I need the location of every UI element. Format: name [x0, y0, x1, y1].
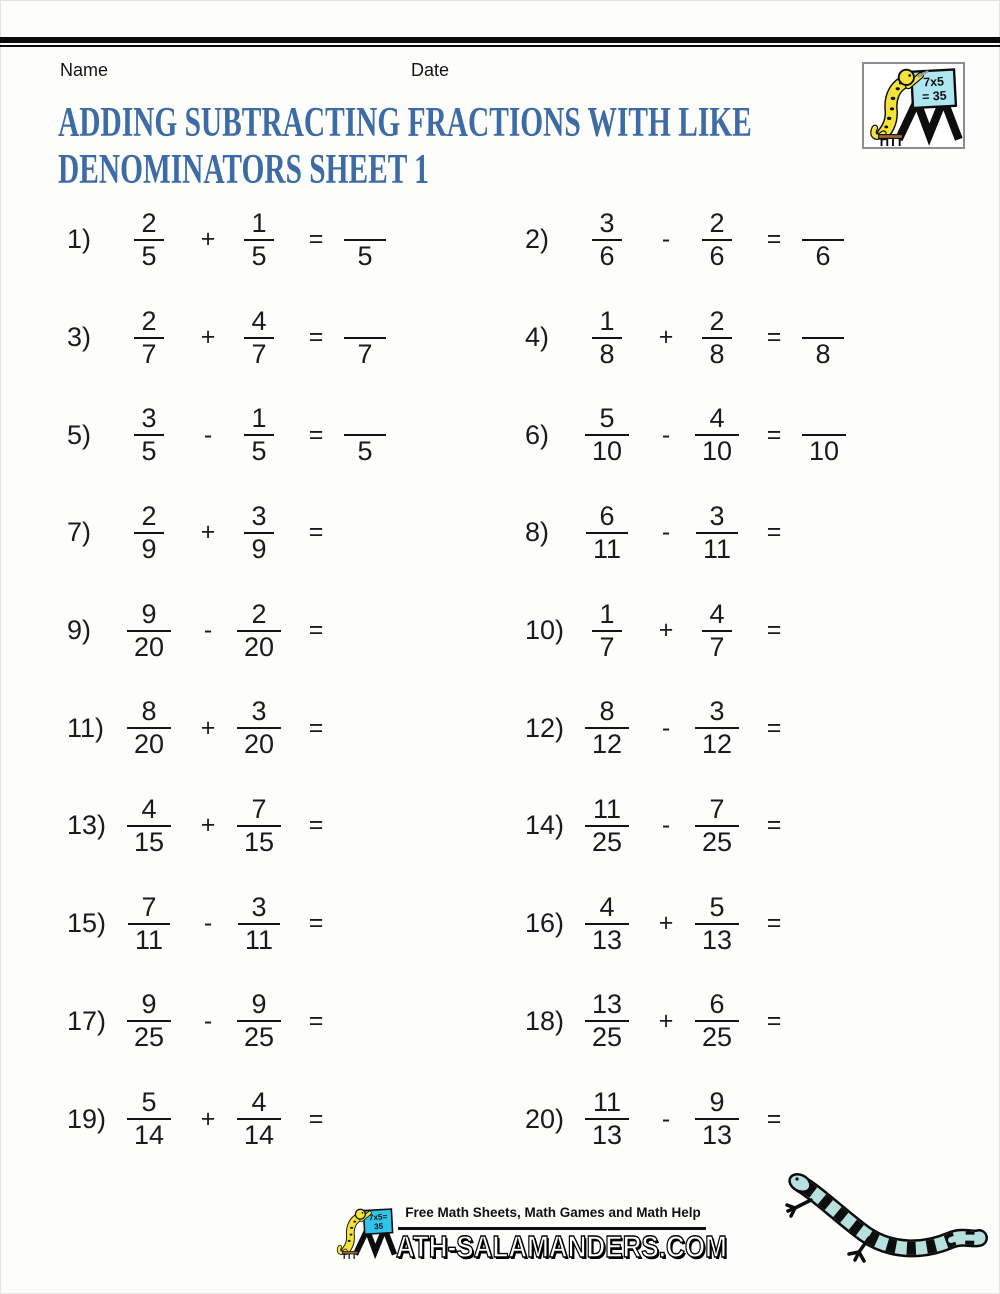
fraction-second-denominator: 25: [701, 826, 733, 857]
fraction-first-denominator: 6: [599, 240, 615, 271]
fraction-first-denominator: 7: [141, 338, 157, 369]
answer-denominator: 7: [357, 338, 373, 369]
footer-salamander-logo-graphic: [333, 1199, 397, 1266]
problem-number: 12): [525, 712, 565, 743]
fraction-first-denominator: 20: [133, 631, 165, 662]
fraction-second: [695, 696, 739, 760]
fraction-first-numerator: 5: [141, 1087, 157, 1118]
page-title: [58, 100, 752, 194]
fraction-first: [134, 501, 163, 565]
fraction-second: [702, 208, 731, 272]
problem-number: 4): [525, 322, 550, 353]
fraction-first-denominator: 15: [133, 826, 165, 857]
answer-fraction: [802, 208, 844, 272]
math-salamanders-logo: [862, 62, 965, 149]
equals-sign: =: [766, 713, 782, 742]
problem-row: [525, 484, 983, 582]
fraction-first-numerator: 7: [141, 891, 157, 922]
operator-sign: +: [658, 616, 674, 645]
problem-number: 17): [67, 1005, 107, 1036]
fraction-first: [585, 403, 629, 467]
fraction-first-numerator: 13: [591, 989, 623, 1020]
equals-sign: =: [308, 1104, 324, 1133]
footer-board-line2: 35: [373, 1221, 384, 1232]
footer-brand-text: ATH-SALAMANDERS.COM: [396, 1229, 727, 1264]
logo-board-line2: = 35: [921, 88, 947, 104]
fraction-second-numerator: 4: [251, 305, 267, 336]
fraction-second-denominator: 20: [243, 631, 275, 662]
fraction-second: [237, 599, 281, 663]
fraction-second-denominator: 5: [251, 436, 267, 467]
fraction-first: [127, 1087, 171, 1151]
equals-sign: =: [308, 420, 324, 449]
problem-number: 14): [525, 810, 565, 841]
gecko-tail: [951, 1236, 982, 1240]
problem-row: [67, 484, 525, 582]
top-rule-thin: [0, 45, 1000, 47]
equals-sign: =: [308, 909, 324, 938]
equals-sign: =: [308, 518, 324, 547]
fraction-second-numerator: 4: [709, 598, 725, 629]
salamander-logo-graphic: [864, 64, 963, 147]
fraction-second: [237, 989, 281, 1053]
fraction-first: [592, 599, 621, 663]
problem-row: [67, 191, 525, 289]
date-label: Date: [411, 60, 450, 80]
operator-sign: -: [661, 420, 671, 449]
fraction-second-numerator: 2: [251, 598, 267, 629]
fraction-first: [592, 208, 621, 272]
page-title-line2: DENOMINATORS SHEET 1: [58, 147, 429, 193]
top-rule-thick: [0, 37, 1000, 43]
fraction-second: [244, 403, 273, 467]
equals-sign: =: [766, 323, 782, 352]
problem-row: [525, 875, 983, 973]
fraction-first-denominator: 11: [592, 533, 622, 564]
fraction-first-numerator: 2: [141, 305, 157, 336]
equals-sign: =: [308, 811, 324, 840]
fraction-second-numerator: 4: [709, 403, 725, 434]
problem-row: [525, 973, 983, 1071]
equals-sign: =: [308, 323, 324, 352]
answer-denominator: 5: [357, 436, 373, 467]
fraction-second-denominator: 15: [243, 826, 275, 857]
fraction-second-numerator: 5: [709, 891, 725, 922]
fraction-second: [695, 892, 739, 956]
fraction-second-denominator: 10: [701, 436, 733, 467]
footer-tagline: Free Math Sheets, Math Games and Math Help: [405, 1205, 701, 1220]
equals-sign: =: [766, 225, 782, 254]
equals-sign: =: [766, 1006, 782, 1035]
fraction-second-denominator: 11: [244, 924, 274, 955]
answer-fraction: [802, 306, 844, 370]
fraction-second-numerator: 7: [709, 793, 725, 824]
fraction-second-denominator: 25: [243, 1022, 275, 1053]
operator-sign: +: [200, 811, 216, 840]
equals-sign: =: [766, 909, 782, 938]
fraction-first-denominator: 10: [591, 436, 623, 467]
operator-sign: -: [661, 1104, 671, 1133]
fraction-first: [585, 794, 629, 858]
problem-number: 5): [67, 419, 92, 450]
fraction-second-denominator: 9: [251, 533, 267, 564]
fraction-second-denominator: 5: [251, 240, 267, 271]
fraction-first-numerator: 6: [599, 500, 615, 531]
operator-sign: -: [203, 420, 213, 449]
operator-sign: -: [661, 811, 671, 840]
fraction-second: [237, 696, 281, 760]
fraction-second-numerator: 2: [709, 305, 725, 336]
problem-number: 6): [525, 419, 550, 450]
fraction-first-denominator: 20: [133, 729, 165, 760]
fraction-first: [134, 306, 163, 370]
operator-sign: +: [200, 323, 216, 352]
problem-row: [525, 777, 983, 875]
fraction-first-numerator: 3: [141, 403, 157, 434]
fraction-first: [586, 501, 628, 565]
fraction-second: [702, 306, 731, 370]
problem-row: [67, 777, 525, 875]
fraction-second-denominator: 20: [243, 729, 275, 760]
fraction-first-numerator: 8: [599, 696, 615, 727]
fraction-first-numerator: 1: [599, 598, 615, 629]
fraction-second-numerator: 3: [251, 696, 267, 727]
fraction-first-denominator: 5: [141, 436, 157, 467]
problem-number: 2): [525, 224, 550, 255]
problem-number: 7): [67, 517, 92, 548]
problem-number: 16): [525, 908, 565, 939]
fraction-second-numerator: 1: [251, 207, 267, 238]
operator-sign: +: [658, 1006, 674, 1035]
problem-number: 20): [525, 1103, 565, 1134]
page-title-line1: ADDING SUBTRACTING FRACTIONS WITH LIKE: [58, 100, 752, 146]
fraction-first: [127, 989, 171, 1053]
answer-denominator: 10: [809, 436, 840, 467]
operator-sign: +: [200, 713, 216, 742]
fraction-second-numerator: 3: [251, 891, 267, 922]
fraction-first-numerator: 5: [599, 403, 615, 434]
fraction-first-numerator: 3: [599, 207, 615, 238]
fraction-first-denominator: 25: [591, 1022, 623, 1053]
operator-sign: -: [661, 518, 671, 547]
fraction-first-denominator: 13: [591, 1120, 623, 1151]
problem-row: [67, 973, 525, 1071]
answer-fraction: [802, 403, 846, 467]
fraction-first-denominator: 7: [599, 631, 615, 662]
problem-number: 15): [67, 908, 107, 939]
fraction-first-denominator: 9: [141, 533, 157, 564]
fraction-first-denominator: 5: [141, 240, 157, 271]
fraction-second: [695, 989, 739, 1053]
fraction-first: [585, 892, 629, 956]
problem-number: 1): [67, 224, 92, 255]
gecko-front-leg: [787, 1200, 811, 1216]
problem-number: 10): [525, 615, 565, 646]
problem-row: [67, 679, 525, 777]
equals-sign: =: [308, 616, 324, 645]
fraction-first-numerator: 9: [141, 989, 157, 1020]
fraction-first: [585, 696, 629, 760]
answer-denominator: 5: [357, 240, 373, 271]
fraction-first-numerator: 1: [599, 305, 615, 336]
answer-denominator: 8: [815, 338, 831, 369]
equals-sign: =: [308, 713, 324, 742]
fraction-second-numerator: 9: [251, 989, 267, 1020]
problem-row: [525, 289, 983, 387]
fraction-second-numerator: 3: [709, 500, 725, 531]
answer-denominator: 6: [815, 240, 831, 271]
fraction-second-denominator: 6: [709, 240, 725, 271]
gecko-eye: [795, 1177, 798, 1180]
fraction-first: [585, 989, 629, 1053]
problem-row: [525, 1070, 983, 1168]
operator-sign: +: [200, 518, 216, 547]
operator-sign: -: [203, 1006, 213, 1035]
problem-row: [525, 679, 983, 777]
problem-row: [67, 289, 525, 387]
equals-sign: =: [766, 811, 782, 840]
fraction-second-numerator: 4: [251, 1087, 267, 1118]
fraction-second-denominator: 13: [701, 1120, 733, 1151]
fraction-second: [695, 403, 739, 467]
fraction-second: [244, 208, 273, 272]
fraction-second-denominator: 7: [709, 631, 725, 662]
logo-board-line1: 7x5: [922, 74, 945, 90]
fraction-second-numerator: 3: [251, 500, 267, 531]
fraction-first-numerator: 9: [141, 598, 157, 629]
fraction-second: [237, 794, 281, 858]
problem-row: [525, 386, 983, 484]
name-label: Name: [60, 60, 109, 80]
fraction-second: [237, 1087, 281, 1151]
fraction-first: [134, 403, 163, 467]
problem-number: 8): [525, 517, 550, 548]
answer-fraction: [344, 208, 386, 272]
footer-salamander-logo: [333, 1199, 397, 1266]
fraction-first: [127, 696, 171, 760]
fraction-first-numerator: 4: [141, 793, 157, 824]
fraction-second: [695, 794, 739, 858]
fraction-first-numerator: 11: [592, 1087, 621, 1118]
answer-fraction: [344, 403, 386, 467]
problem-number: 19): [67, 1103, 107, 1134]
answer-fraction: [344, 306, 386, 370]
fraction-second: [702, 599, 731, 663]
fraction-second-denominator: 11: [702, 533, 732, 564]
fraction-second-numerator: 7: [251, 793, 267, 824]
fraction-first-numerator: 4: [599, 891, 615, 922]
problems-grid: [67, 191, 983, 1168]
fraction-second-numerator: 3: [709, 696, 725, 727]
problem-number: 3): [67, 322, 92, 353]
fraction-second: [696, 501, 738, 565]
fraction-second: [244, 306, 273, 370]
fraction-first: [127, 794, 171, 858]
fraction-first-numerator: 2: [141, 207, 157, 238]
problem-number: 11): [67, 712, 105, 743]
fraction-first-denominator: 12: [591, 729, 623, 760]
fraction-first-numerator: 11: [592, 793, 621, 824]
fraction-first: [592, 306, 621, 370]
problem-number: 18): [525, 1005, 565, 1036]
fraction-second-numerator: 9: [709, 1087, 725, 1118]
operator-sign: -: [203, 616, 213, 645]
operator-sign: +: [200, 225, 216, 254]
fraction-second-denominator: 25: [701, 1022, 733, 1053]
fraction-first-denominator: 13: [591, 924, 623, 955]
fraction-first-denominator: 8: [599, 338, 615, 369]
gecko-graphic: [783, 1172, 988, 1267]
fraction-first-denominator: 11: [134, 924, 164, 955]
fraction-second-denominator: 7: [251, 338, 267, 369]
fraction-second-denominator: 14: [243, 1120, 275, 1151]
fraction-second-numerator: 1: [251, 403, 267, 434]
fraction-first-numerator: 8: [141, 696, 157, 727]
fraction-second: [238, 892, 280, 956]
problem-row: [67, 386, 525, 484]
gecko-rear-leg: [849, 1238, 869, 1261]
fraction-first: [127, 599, 171, 663]
fraction-second: [244, 501, 273, 565]
problem-row: [525, 191, 983, 289]
equals-sign: =: [766, 616, 782, 645]
fraction-first-numerator: 2: [141, 500, 157, 531]
problem-number: 9): [67, 615, 92, 646]
footer-gecko: [783, 1172, 988, 1267]
fraction-second-denominator: 8: [709, 338, 725, 369]
fraction-first: [585, 1087, 629, 1151]
operator-sign: +: [200, 1104, 216, 1133]
problem-row: [67, 875, 525, 973]
operator-sign: +: [658, 323, 674, 352]
problem-row: [67, 582, 525, 680]
problem-row: [525, 582, 983, 680]
problem-number: 13): [67, 810, 107, 841]
operator-sign: -: [203, 909, 213, 938]
fraction-first: [134, 208, 163, 272]
fraction-first: [128, 892, 170, 956]
equals-sign: =: [766, 420, 782, 449]
problem-row: [67, 1070, 525, 1168]
operator-sign: -: [661, 713, 671, 742]
equals-sign: =: [308, 225, 324, 254]
fraction-second-numerator: 2: [709, 207, 725, 238]
fraction-second-denominator: 12: [701, 729, 733, 760]
fraction-first-denominator: 14: [133, 1120, 165, 1151]
fraction-first-denominator: 25: [133, 1022, 165, 1053]
equals-sign: =: [308, 1006, 324, 1035]
footer-board-line1: 7x5=: [368, 1212, 388, 1223]
stool-icon: [879, 135, 903, 146]
fraction-second: [695, 1087, 739, 1151]
operator-sign: -: [661, 225, 671, 254]
equals-sign: =: [766, 518, 782, 547]
operator-sign: +: [658, 909, 674, 938]
fraction-second-denominator: 13: [701, 924, 733, 955]
fraction-first-denominator: 25: [591, 826, 623, 857]
equals-sign: =: [766, 1104, 782, 1133]
fraction-second-numerator: 6: [709, 989, 725, 1020]
